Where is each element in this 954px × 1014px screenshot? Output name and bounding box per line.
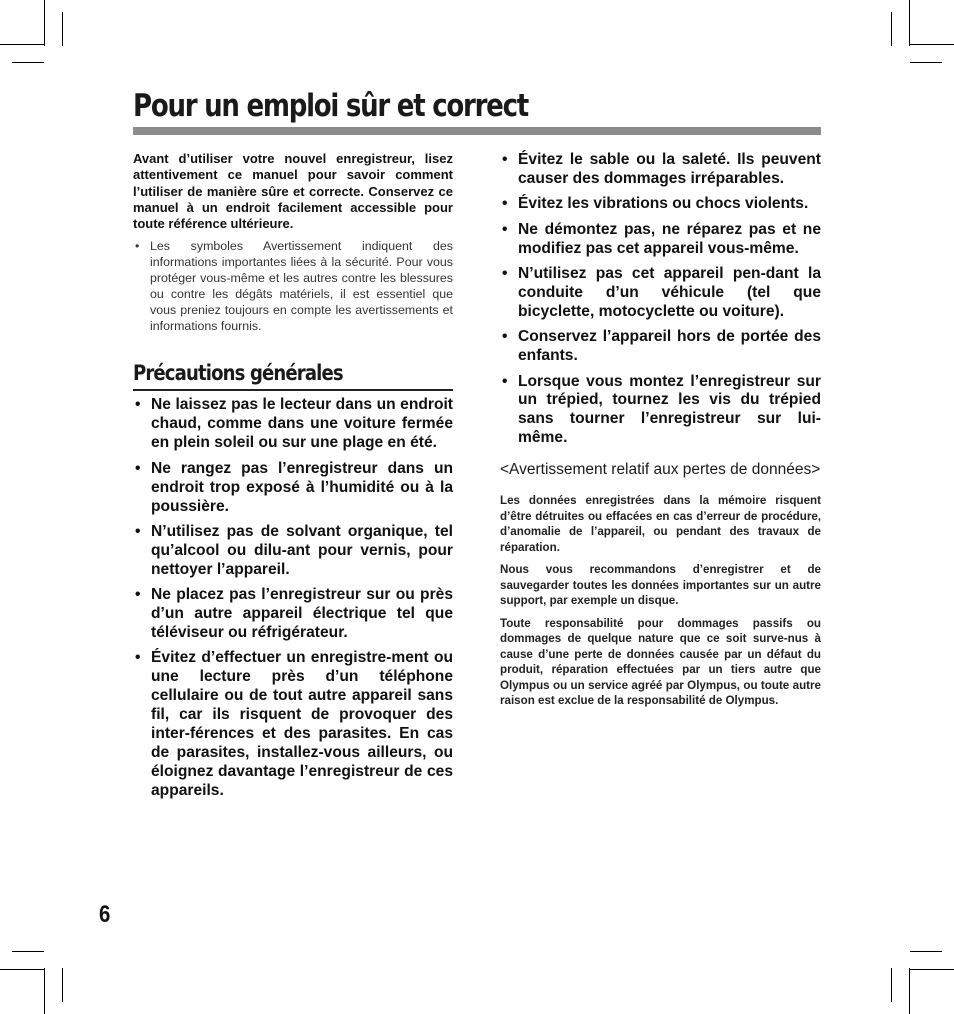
precaution-list-left bbox=[133, 396, 453, 800]
symbol-note-list bbox=[133, 238, 453, 334]
precaution-item: • N’utilisez pas de solvant organique, tel qu’alcool ou dilu-ant pour vernis, pour nettoyer l’appareil. bbox=[133, 523, 453, 580]
precaution-item: • Évitez d’effectuer un enregistre-ment ou une lecture près d’un téléphone cellulaire ou de tout autre appareil sans fil, car ils risquent de provoquer des inter-férences et des parasites. En cas de parasites, installez-vous ailleurs, ou éloignez davantage l’enregistreur de ces appareils. bbox=[133, 649, 453, 800]
data-loss-paragraph: Nous vous recommandons d’enregistrer et de sauvegarder toutes les données importantes sur un autre support, par exemple un disque. bbox=[500, 563, 821, 608]
crop-mark bbox=[44, 968, 45, 1014]
precaution-item: • Conservez l’appareil hors de portée des enfants. bbox=[500, 328, 821, 366]
crop-mark bbox=[891, 968, 892, 1002]
section-heading-text: Précautions générales bbox=[133, 361, 343, 386]
page-number: 6 bbox=[99, 901, 111, 928]
crop-mark bbox=[910, 44, 954, 45]
data-loss-paragraph: Les données enregistrées dans la mémoire risquent d’être détruites ou effacées en cas d’erreur de procédure, d’anomalie de l’appareil, ou pendant des travaux de réparation. bbox=[500, 494, 821, 554]
precaution-item: • Évitez le sable ou la saleté. Ils peuvent causer des dommages irréparables. bbox=[500, 151, 821, 189]
crop-mark bbox=[909, 0, 910, 46]
precaution-item: • N’utilisez pas cet appareil pen-dant la conduite d’un véhicule (tel que bicyclette, motocyclette ou voiture). bbox=[500, 265, 821, 322]
crop-mark bbox=[0, 44, 44, 45]
precaution-item: • Ne placez pas l’enregistreur sur ou près d’un autre appareil électrique tel que téléviseur ou réfrigérateur. bbox=[133, 586, 453, 643]
data-loss-paragraph: Toute responsabilité pour dommages passifs ou dommages de quelque nature que ce soit surve-nus à cause d’une perte de données causée par un défaut du produit, réparation effectuées par un tiers autre que Olympus ou un service agréé par Olympus, ou toute autre raison est exclue de la responsabilité de Olympus. bbox=[500, 616, 821, 708]
crop-mark bbox=[910, 969, 954, 970]
crop-mark bbox=[909, 968, 910, 1014]
precaution-item: • Ne laissez pas le lecteur dans un endroit chaud, comme dans une voiture fermée en plein soleil ou sur une plage en été. bbox=[133, 396, 453, 453]
title-rule bbox=[133, 127, 821, 135]
data-loss-heading: <Avertissement relatif aux pertes de données> bbox=[500, 461, 821, 479]
crop-mark bbox=[44, 0, 45, 46]
section-heading-general bbox=[133, 361, 453, 391]
crop-mark bbox=[62, 968, 63, 1002]
crop-mark bbox=[0, 969, 44, 970]
precaution-item: • Ne démontez pas, ne réparez pas et ne modifiez pas cet appareil vous-même. bbox=[500, 221, 821, 259]
page-title: Pour un emploi sûr et correct bbox=[133, 88, 528, 124]
precaution-item: • Lorsque vous montez l’enregistreur sur un trépied, tournez les vis du trépied sans tourner l’enregistreur sur lui-même. bbox=[500, 373, 821, 449]
crop-mark bbox=[891, 12, 892, 46]
crop-mark bbox=[12, 951, 44, 952]
symbol-note: • Les symboles Avertissement indiquent des informations importantes liées à la sécurité. Pour vous protéger vous-même et les autres contre les blessures ou contre les dégâts matériels, il est essentiel que vous preniez toujours en compte les avertissements et informations fournis. bbox=[133, 238, 453, 334]
crop-mark bbox=[910, 951, 942, 952]
precaution-item: • Ne rangez pas l’enregistreur dans un endroit trop exposé à l’humidité ou à la poussière. bbox=[133, 460, 453, 517]
crop-mark bbox=[12, 62, 44, 63]
left-column bbox=[133, 151, 453, 807]
crop-mark bbox=[910, 62, 942, 63]
crop-mark bbox=[62, 12, 63, 46]
precaution-item: • Évitez les vibrations ou chocs violents. bbox=[500, 195, 821, 214]
right-column bbox=[500, 151, 821, 709]
intro-paragraph: Avant d’utiliser votre nouvel enregistreur, lisez attentivement ce manuel pour savoir comment l’utiliser de manière sûre et correcte. Conservez ce manuel à un endroit facilement accessible pour toute référence ultérieure. bbox=[133, 151, 453, 232]
precaution-list-right bbox=[500, 151, 821, 448]
